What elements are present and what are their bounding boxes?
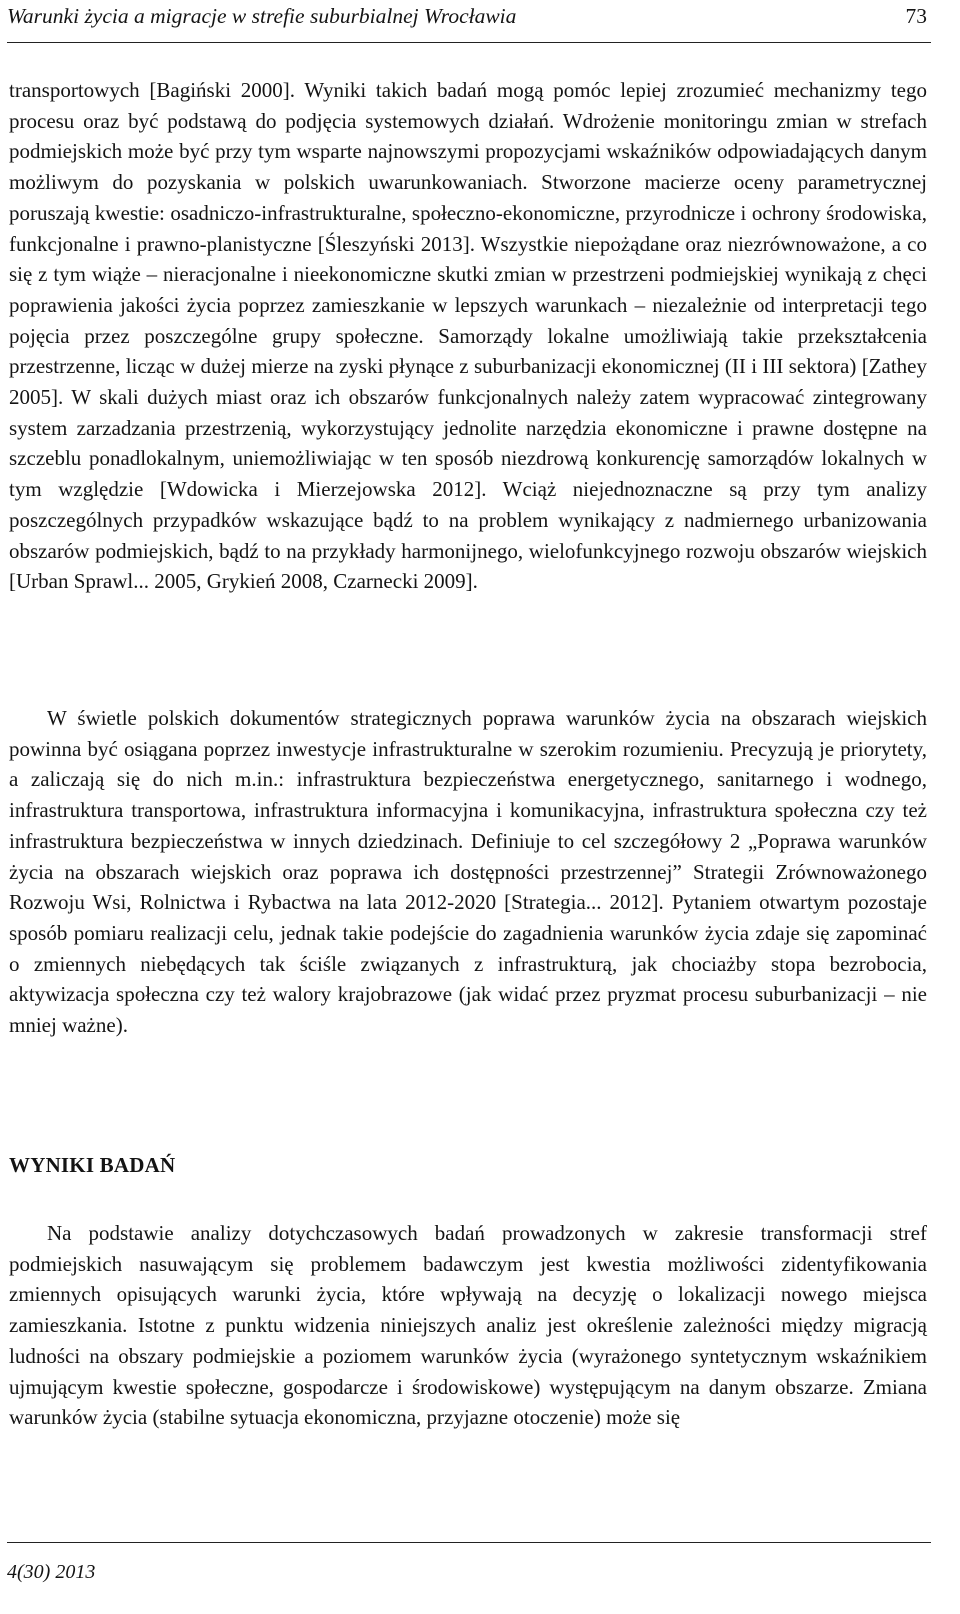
paragraph-text: transportowych [Bagiński 2000]. Wyniki takich badań mogą pomóc lepiej zrozumieć mechanizmy tego procesu oraz być podstawą do podjęcia systemowych działań. Wdrożenie monitoringu zmian w strefach podmiejskich może być przy tym wsparte najnowszymi propozycjami wskaźników odpowiadających danym możliwym do pozyskania w polskich uwarunkowaniach. Stworzone macierze oceny parametrycznej poruszają kwestie: osadniczo-infrastrukturalne, społeczno-ekonomiczne, przyrodnicze i ochrony środowiska, funkcjonalne i prawno-planistyczne [Śleszyński 2013]. Wszystkie niepożądane oraz niezrównoważone, a co się z tym wiąże – nieracjonalne i nieekonomiczne skutki zmian w przestrzeni podmiejskiej wynikają z chęci poprawienia jakości życia poprzez zamieszkanie w lepszych warunkach – niezależnie od interpretacji tego pojęcia przez poszczególne grupy społeczne. Samorządy lokalne umożliwiają takie przekształcenia przestrzenne, licząc w dużej mierze na zyski płynące z suburbanizacji ekonomicznej (II i III sektora) [Zathey 2005]. W skali dużych miast oraz ich obszarów funkcjonalnych należy zatem wypracować zintegrowany system zarzadzania przestrzenią, wykorzystujący jednolite narzędzia ekonomiczne i prawne dostępne na szczeblu ponadlokalnym, uniemożliwiając w ten sposób niezdrową konkurencję samorządów lokalnych w tym względzie [Wdowicka i Mierzejowska 2012]. Wciąż niejednoznaczne są przy tym analizy poszczególnych przypadków wskazujące bądź to na problem wynikający z nadmiernego urbanizowania obszarów podmiejskich, bądź to na przykłady harmonijnego, wielofunkcyjnego rozwoju obszarów wiejskich [Urban Sprawl... 2005, Grykień 2008, Czarnecki 2009].	[9, 78, 927, 594]
running-title: Warunki życia a migracje w strefie suburbialnej Wrocławia	[7, 4, 517, 28]
paragraph-text: Na podstawie analizy dotychczasowych badań prowadzonych w zakresie transformacji stref podmiejskich nasuwającym się problemem badawczym jest kwestia możliwości zidentyfikowania zmiennych opisujących warunki życia, które wpływają na decyzję o lokalizacji nowego miejsca zamieszkania. Istotne z punktu widzenia niniejszych analiz jest określenie zależności między migracją ludności na obszary podmiejskie a poziomem warunków życia (wyrażonego syntetycznym wskaźnikiem ujmującym kwestie społeczne, gospodarcze i środowiskowe) występującym na danym obszarze. Zmiana warunków życia (stabilne sytuacja ekonomiczna, przyjazne otoczenie) może się	[9, 1221, 927, 1430]
page-number: 73	[905, 4, 927, 28]
paragraph-text: W świetle polskich dokumentów strategicznych poprawa warunków życia na obszarach wiejskich powinna być osiągana poprzez inwestycje infrastrukturalne w szerokim rozumieniu. Precyzują je priorytety, a zaliczają się do nich m.in.: infrastruktura bezpieczeństwa energetycznego, sanitarnego i wodnego, infrastruktura transportowa, infrastruktura informacyjna i komunikacyjna, infrastruktura społeczna czy też infrastruktura bezpieczeństwa w innych dziedzinach. Definiuje to cel szczegółowy 2 „Poprawa warunków życia na obszarach wiejskich oraz poprawa ich dostępności przestrzennej” Strategii Zrównoważonego Rozwoju Wsi, Rolnictwa i Rybactwa na lata 2012-2020 [Strategia... 2012]. Pytaniem otwartym pozostaje sposób pomiaru realizacji celu, jednak takie podejście do zagadnienia warunków życia zdaje się zapominać o zmiennych niebędących tak ściśle związanych z infrastrukturą, jak chociażby stopa bezrobocia, aktywizacja społeczna czy też walory krajobrazowe (jak widać przez pryzmat procesu suburbanizacji – nie mniej ważne).	[9, 706, 927, 1038]
body-paragraph-2	[9, 703, 927, 1041]
issue-number: 4(30) 2013	[7, 1561, 96, 1583]
body-paragraph-results	[9, 1218, 927, 1433]
page-footer	[7, 1542, 931, 1584]
section-heading: WYNIKI BADAŃ	[9, 1153, 176, 1177]
body-paragraph-1	[9, 75, 927, 597]
running-header	[7, 0, 931, 43]
